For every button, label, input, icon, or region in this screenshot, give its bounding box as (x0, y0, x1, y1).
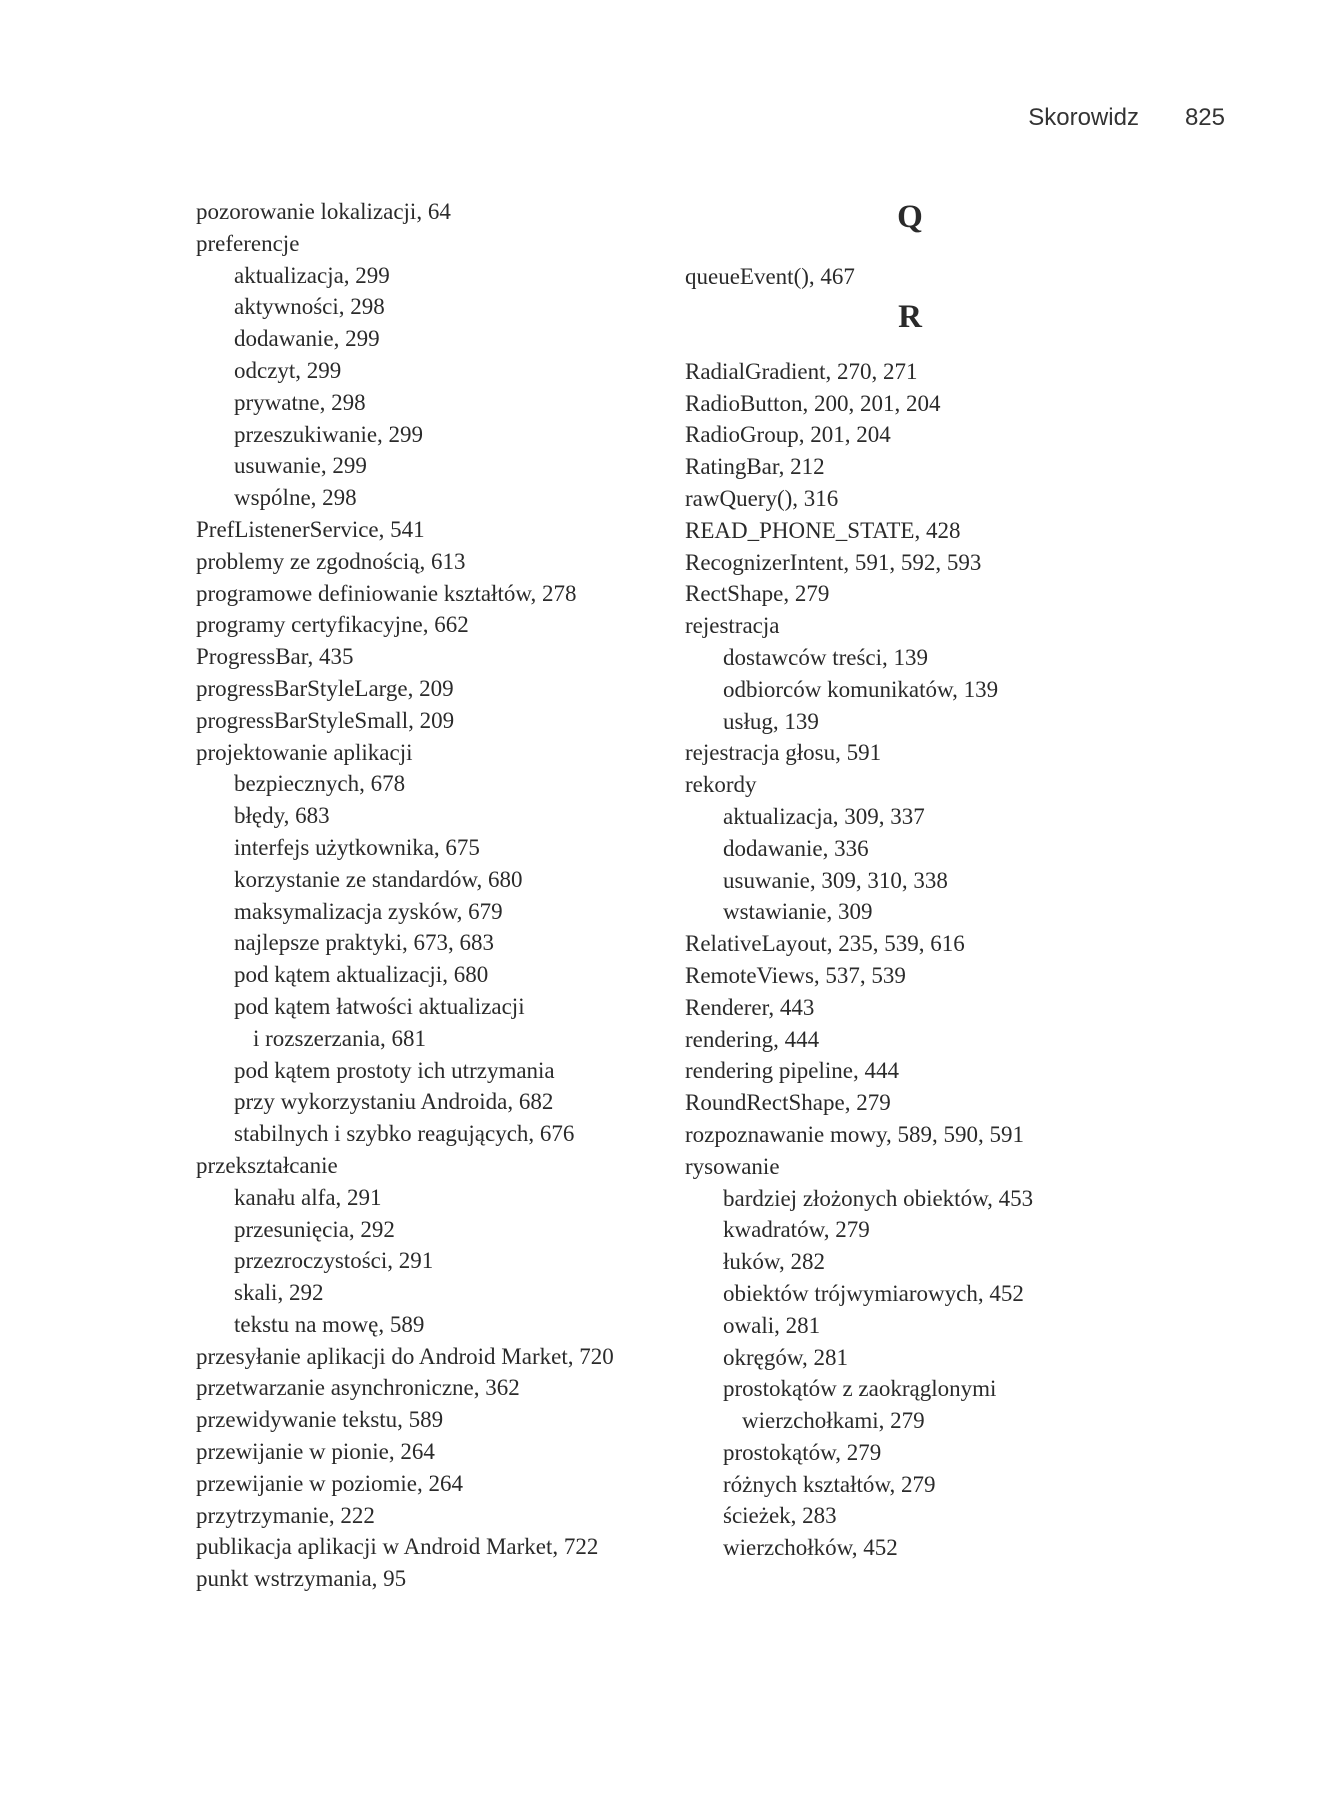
section-q-entries (685, 261, 1155, 293)
index-subentry: kanału alfa, 291 (234, 1184, 382, 1210)
index-entry: Renderer, 443 (685, 994, 815, 1020)
index-subentry: pod kątem prostoty ich utrzymania (234, 1057, 555, 1083)
index-entry: RoundRectShape, 279 (685, 1090, 891, 1116)
index-entry: RelativeLayout, 235, 539, 616 (685, 931, 965, 957)
index-entry: punkt wstrzymania, 95 (196, 1566, 407, 1592)
index-entry: rejestracja (685, 613, 780, 639)
index-subentry: maksymalizacja zysków, 679 (234, 898, 503, 924)
index-subentry: łuków, 282 (723, 1249, 826, 1275)
index-subentry: stabilnych i szybko reagujących, 676 (234, 1121, 575, 1147)
running-head-title: Skorowidz (1028, 104, 1139, 131)
index-column-right (685, 196, 1155, 1564)
index-subentry: bardziej złożonych obiektów, 453 (723, 1185, 1034, 1211)
index-entry: ProgressBar, 435 (196, 644, 354, 670)
index-subentry: korzystanie ze standardów, 680 (234, 866, 523, 892)
index-subentry: dodawanie, 299 (234, 326, 380, 352)
index-entry: rejestracja głosu, 591 (685, 740, 882, 766)
index-subentry: dostawców treści, 139 (723, 644, 929, 670)
section-letter-r: R (898, 298, 922, 335)
index-subentry: wstawianie, 309 (723, 899, 873, 925)
index-entry: rendering, 444 (685, 1026, 820, 1052)
index-entry: publikacja aplikacji w Android Market, 722 (196, 1534, 599, 1560)
index-subentry: przezroczystości, 291 (234, 1248, 434, 1274)
index-subentry: przy wykorzystaniu Androida, 682 (234, 1089, 554, 1115)
index-subentry: wierzchołków, 452 (723, 1535, 898, 1561)
index-subentry: skali, 292 (234, 1280, 324, 1306)
index-subentry: przeszukiwanie, 299 (234, 421, 424, 447)
index-entry: rendering pipeline, 444 (685, 1058, 899, 1084)
index-entry: progressBarStyleLarge, 209 (196, 675, 454, 701)
index-subentry: obiektów trójwymiarowych, 452 (723, 1280, 1024, 1306)
index-entry: progressBarStyleSmall, 209 (196, 707, 455, 733)
index-subentry: aktywności, 298 (234, 294, 385, 320)
index-entry: RecognizerIntent, 591, 592, 593 (685, 549, 982, 575)
index-entry: programy certyfikacyjne, 662 (196, 612, 469, 638)
index-entry: RectShape, 279 (685, 581, 830, 607)
index-entry: przekształcanie (196, 1152, 338, 1178)
index-subentry: kwadratów, 279 (723, 1217, 870, 1243)
index-subentry: prostokątów, 279 (723, 1439, 882, 1465)
index-subentry: bezpiecznych, 678 (234, 771, 406, 797)
index-subentry: tekstu na mowę, 589 (234, 1311, 425, 1337)
index-subentry: różnych kształtów, 279 (723, 1471, 936, 1497)
index-subentry: owali, 281 (723, 1312, 821, 1338)
index-subentry: prywatne, 298 (234, 389, 366, 415)
index-entry: RemoteViews, 537, 539 (685, 962, 906, 988)
index-entry: PrefListenerService, 541 (196, 516, 425, 542)
index-entry: przetwarzanie asynchroniczne, 362 (196, 1375, 520, 1401)
index-entry: RadioGroup, 201, 204 (685, 422, 891, 448)
index-subentry: dodawanie, 336 (723, 835, 869, 861)
index-entry: preferencje (196, 230, 300, 256)
index-subentry: aktualizacja, 299 (234, 262, 390, 288)
page-number: 825 (1184, 104, 1225, 131)
index-entry: RatingBar, 212 (685, 454, 825, 480)
index-entry: programowe definiowanie kształtów, 278 (196, 580, 577, 606)
index-entry: rekordy (685, 772, 757, 798)
index-entry: przytrzymanie, 222 (196, 1502, 375, 1528)
index-entry: problemy ze zgodnością, 613 (196, 548, 466, 574)
index-entry: rozpoznawanie mowy, 589, 590, 591 (685, 1121, 1024, 1147)
section-r-entries (685, 356, 1155, 1564)
index-continuation-line: i rozszerzania, 681 (253, 1025, 427, 1051)
index-entry: READ_PHONE_STATE, 428 (685, 517, 961, 543)
index-subentry: usuwanie, 309, 310, 338 (723, 867, 948, 893)
index-subentry: najlepsze praktyki, 673, 683 (234, 930, 494, 956)
index-subentry: odbiorców komunikatów, 139 (723, 676, 999, 702)
index-subentry: błędy, 683 (234, 803, 330, 829)
index-subentry: interfejs użytkownika, 675 (234, 834, 480, 860)
index-entry: queueEvent(), 467 (685, 264, 855, 289)
index-entry: przesyłanie aplikacji do Android Market, 720 (196, 1343, 614, 1369)
index-subentry: usług, 139 (723, 708, 819, 734)
index-subentry: odczyt, 299 (234, 357, 342, 383)
index-subentry: wspólne, 298 (234, 485, 357, 511)
index-subentry: pod kątem aktualizacji, 680 (234, 962, 489, 988)
index-entry: rysowanie (685, 1153, 780, 1179)
index-subentry: przesunięcia, 292 (234, 1216, 395, 1242)
index-entry: RadioButton, 200, 201, 204 (685, 390, 941, 416)
index-entry: przewijanie w pionie, 264 (196, 1439, 435, 1465)
index-subentry: okręgów, 281 (723, 1344, 848, 1370)
index-entry: przewidywanie tekstu, 589 (196, 1407, 444, 1433)
index-subentry: aktualizacja, 309, 337 (723, 803, 925, 829)
index-column-left (196, 196, 666, 1595)
index-entry: przewijanie w poziomie, 264 (196, 1470, 463, 1496)
index-entry: rawQuery(), 316 (685, 485, 839, 511)
index-subentry: pod kątem łatwości aktualizacji (234, 993, 525, 1019)
index-subentry: ścieżek, 283 (723, 1503, 837, 1529)
index-entry: pozorowanie lokalizacji, 64 (196, 199, 451, 224)
index-subentry: usuwanie, 299 (234, 453, 367, 479)
section-letter-q: Q (897, 199, 923, 235)
index-subentry: prostokątów z zaokrąglonymi (723, 1376, 997, 1402)
index-entry: RadialGradient, 270, 271 (685, 358, 918, 384)
index-continuation-line: wierzchołkami, 279 (742, 1408, 925, 1434)
running-head (1028, 104, 1225, 132)
index-entry: projektowanie aplikacji (196, 739, 413, 765)
